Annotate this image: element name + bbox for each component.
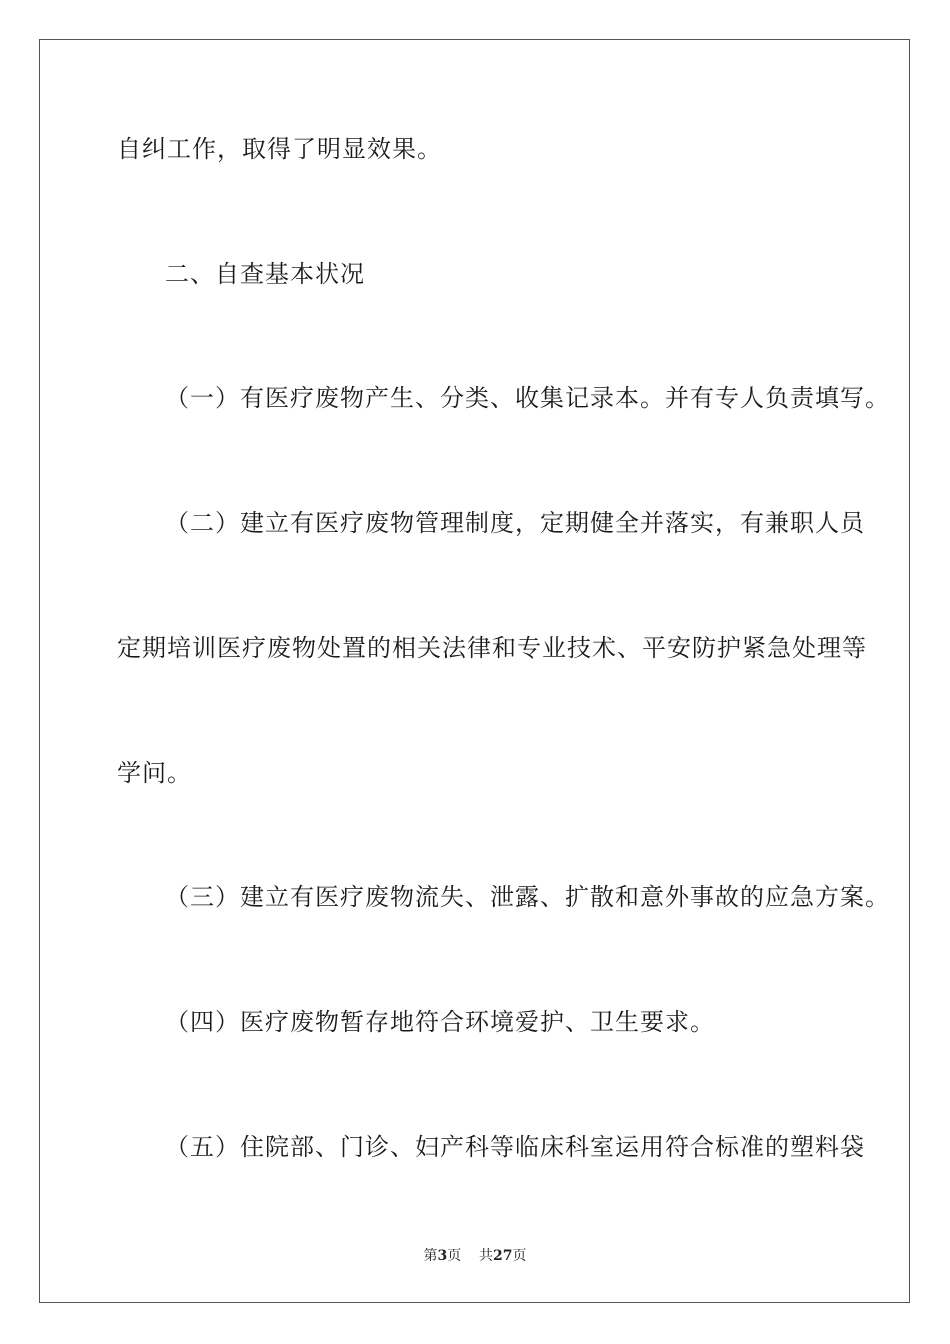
footer-page-number: 3 [437, 1248, 448, 1264]
paragraph-line: （五）住院部、门诊、妇产科等临床科室运用符合标准的塑料袋 [165, 1133, 865, 1161]
paragraph-line: （一）有医疗废物产生、分类、收集记录本。并有专人负责填写。 [165, 384, 890, 412]
footer-page-prefix: 第 [423, 1248, 438, 1264]
page-frame [39, 39, 910, 1303]
footer-total-prefix: 共 [479, 1248, 494, 1264]
footer-page-suffix: 页 [447, 1248, 462, 1264]
page-footer [0, 1247, 950, 1265]
paragraph-line: （四）医疗废物暂存地符合环境爱护、卫生要求。 [165, 1008, 715, 1036]
footer-total-pages: 27 [493, 1248, 513, 1264]
footer-total-suffix: 页 [512, 1248, 527, 1264]
paragraph-line: （二）建立有医疗废物管理制度，定期健全并落实，有兼职人员 [165, 509, 865, 537]
paragraph-line: （三）建立有医疗废物流失、泄露、扩散和意外事故的应急方案。 [165, 883, 890, 911]
paragraph-line: 自纠工作，取得了明显效果。 [117, 135, 442, 163]
paragraph-line: 定期培训医疗废物处置的相关法律和专业技术、平安防护紧急处理等 [117, 634, 867, 662]
paragraph-line: 学问。 [117, 759, 192, 787]
section-heading: 二、自查基本状况 [165, 260, 365, 288]
